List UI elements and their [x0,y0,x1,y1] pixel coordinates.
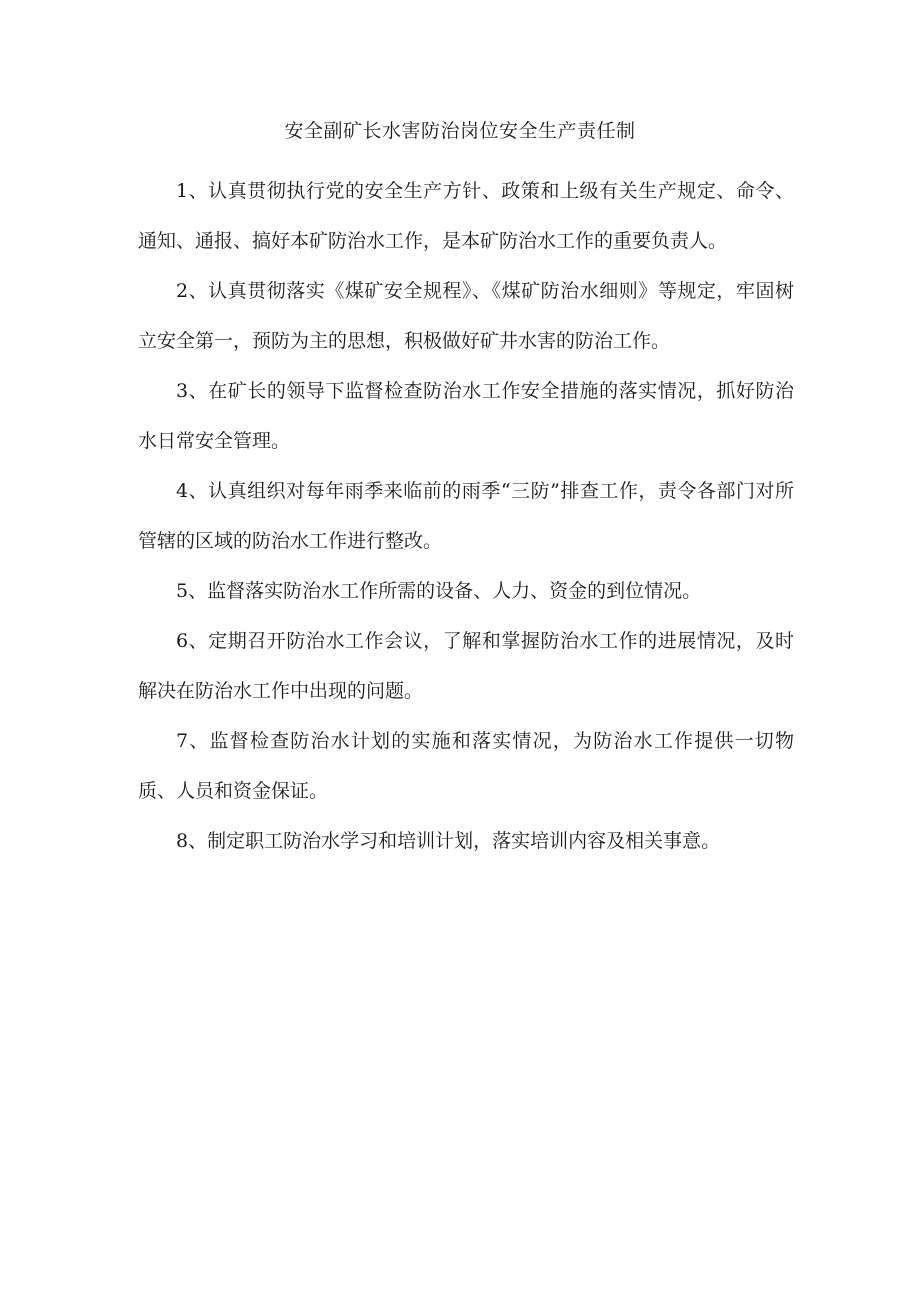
document-body [138,166,794,866]
clause-6: 6、定期召开防治水工作会议，了解和掌握防治水工作的进展情况，及时解决在防治水工作中出现的问题。 [138,630,794,702]
clause-4: 4、认真组织对每年雨季来临前的雨季“三防”排查工作，责令各部门对所管辖的区域的防治水工作进行整改。 [138,480,794,552]
document-title: 安全副矿长水害防治岗位安全生产责任制 [284,120,636,142]
clause-1: 1、认真贯彻执行党的安全生产方针、政策和上级有关生产规定、命令、通知、通报、搞好本矿防治水工作，是本矿防治水工作的重要负责人。 [138,180,794,252]
clause-5: 5、监督落实防治水工作所需的设备、人力、资金的到位情况。 [176,580,702,602]
clause-2: 2、认真贯彻落实《煤矿安全规程》、《煤矿防治水细则》等规定，牢固树立安全第一，预防为主的思想，积极做好矿井水害的防治工作。 [138,280,794,352]
clause-7: 7、监督检查防治水计划的实施和落实情况，为防治水工作提供一切物质、人员和资金保证。 [138,730,794,802]
clause-8: 8、制定职工防治水学习和培训计划，落实培训内容及相关事意。 [176,830,721,852]
clause-3: 3、在矿长的领导下监督检查防治水工作安全措施的落实情况，抓好防治水日常安全管理。 [138,380,794,452]
